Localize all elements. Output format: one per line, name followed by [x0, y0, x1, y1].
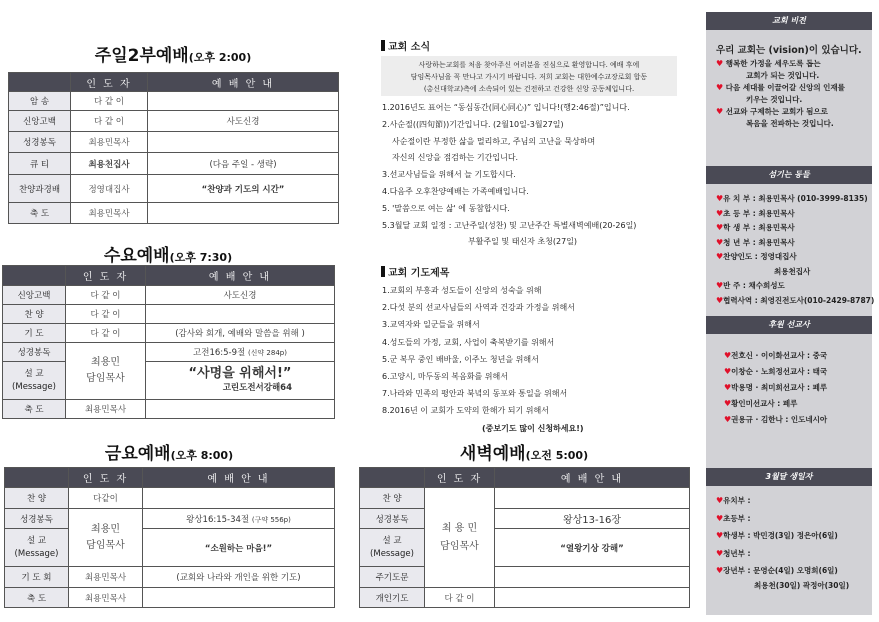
- sunday-row-label: 성경봉독: [9, 132, 71, 153]
- heart-icon: ♥: [724, 383, 732, 392]
- friday-preacher-role: 담임목사: [86, 539, 125, 551]
- sunday-row-leader: 최용민목사: [71, 203, 148, 224]
- mission-item: [724, 364, 827, 380]
- heading-bar-icon: [381, 266, 385, 277]
- welcome-line: (총신대학교)측에 소속되어 있는 건전하고 건강한 신앙 공동체입니다.: [423, 85, 635, 93]
- birthday-extra: 최용천(30일) 곽정아(30일): [754, 580, 850, 590]
- wednesday-message-label-en: (Message): [12, 381, 56, 392]
- dawn-row-leader: 다 같 이: [425, 588, 495, 608]
- wednesday-row-leader: 다 같 이: [66, 324, 146, 343]
- friday-table: [4, 467, 335, 608]
- prayer-item: 1.교회의 부흥과 성도들이 신앙의 성숙을 위해: [382, 286, 542, 295]
- wednesday-row-info: [146, 400, 335, 419]
- wednesday-row-info: 사도신경: [146, 286, 335, 305]
- prayer-heading-text: 교회 기도제목: [388, 268, 450, 279]
- mission-item: [724, 412, 827, 428]
- mission-item: [724, 348, 827, 364]
- wednesday-message-label: [3, 362, 66, 400]
- birthday-item: [716, 545, 849, 563]
- news-item: 5.3월달 교회 일정 : 고난주일(성찬) 및 고난주간 특별새벽예배(20-26일): [382, 220, 637, 230]
- sunday-title: [8, 41, 338, 66]
- heart-icon: ♥: [716, 295, 724, 305]
- birthday-band: 3월달 생일자: [706, 468, 872, 486]
- dawn-row-label: 찬 양: [360, 488, 425, 509]
- wednesday-sermon-series: 고린도전서강해64: [222, 382, 292, 393]
- staff-item: [716, 221, 874, 236]
- birthday-text: 청년부 :: [723, 548, 751, 558]
- sunday-row-leader: 다 같 이: [71, 111, 148, 132]
- staff-item: [716, 207, 874, 222]
- heart-icon: ♥: [724, 415, 732, 424]
- friday-row-info: [143, 588, 335, 608]
- vision-title: 우리 교회는 (vision)이 있습니다.: [716, 45, 862, 56]
- news-item: 1.2016년도 표어는 “동심동간(同心同心)” 입니다!(행2:46절)”입니다.: [382, 103, 630, 112]
- sunday-row-label: 신앙고백: [9, 111, 71, 132]
- friday-scripture-ref: 왕상16:15-34절: [186, 514, 250, 525]
- sunday-row-info: 사도신경: [148, 111, 339, 132]
- wednesday-preacher-name: 최용민: [91, 357, 120, 368]
- birthday-text: 학생부 : 박민경(3일) 정은아(6일): [723, 531, 838, 540]
- staff-text: 학 생 부 : 최용민목사: [723, 223, 795, 232]
- wednesday-corner: [3, 266, 66, 286]
- vision-text: 행복한 가정을 세우도록 돕는: [725, 59, 821, 68]
- news-heading-text: 교회 소식: [388, 42, 431, 53]
- sunday-corner: [9, 73, 71, 92]
- sidebar: [706, 12, 875, 615]
- sunday-row-leader: 다 같 이: [71, 92, 148, 111]
- friday-row-label: 찬 양: [5, 488, 69, 509]
- friday-preacher: [69, 509, 143, 567]
- sunday-head-leader: 인 도 자: [71, 73, 148, 92]
- staff-list: [716, 192, 874, 308]
- birthday-text: 초등부 :: [723, 513, 751, 523]
- dawn-row-label: 주기도문: [360, 567, 425, 588]
- wednesday-head-info: 예 배 안 내: [146, 266, 335, 286]
- friday-row-info: [143, 488, 335, 509]
- staff-item: [716, 250, 874, 265]
- wednesday-title: [2, 241, 334, 266]
- vision-band: 교회 비전: [706, 12, 872, 30]
- dawn-head-info: 예 배 안 내: [495, 468, 690, 488]
- staff-extra: 최용천집사: [774, 266, 811, 276]
- wednesday-message: [146, 362, 335, 400]
- mission-text: 이창순 · 노희정선교사 : 태국: [731, 367, 828, 376]
- sunday-row-leader: 정영대집사: [71, 175, 148, 203]
- dawn-row-label: 개인기도: [360, 588, 425, 608]
- friday-corner: [5, 468, 69, 488]
- friday-head-leader: 인 도 자: [69, 468, 143, 488]
- wednesday-sermon-title: “사명을 위해서!”: [188, 365, 292, 381]
- news-item: 자신의 신앙을 점검하는 기간입니다.: [392, 153, 519, 163]
- wednesday-row-info: [146, 305, 335, 324]
- wednesday-row-leader: 다 같 이: [66, 305, 146, 324]
- wednesday-scripture-page: (신약 284p): [247, 349, 287, 357]
- mission-item: [724, 396, 827, 412]
- dawn-row-info: [495, 488, 690, 509]
- friday-message-label-ko: 설 교: [26, 535, 47, 546]
- mission-list: [724, 348, 827, 428]
- vision-item: [716, 82, 862, 94]
- wednesday-row-label: 신앙고백: [3, 286, 66, 305]
- friday-message-label: [5, 529, 69, 567]
- wednesday-row-leader: 다 같 이: [66, 286, 146, 305]
- wednesday-preacher-role: 담임목사: [86, 373, 125, 384]
- news-heading: [381, 38, 430, 53]
- prayer-item: 5.군 복무 중인 배바울, 이주노 청년을 위해서: [382, 354, 539, 364]
- sunday-title-text: 주일2부예배: [94, 46, 189, 66]
- dawn-table: [359, 467, 690, 608]
- friday-preacher-name: 최용민: [91, 523, 120, 535]
- prayer-item: 8.2016년 이 교회가 도약의 한해가 되기 위해서: [382, 406, 549, 416]
- wednesday-scripture-ref: 고전16:5-9절: [193, 348, 246, 358]
- vision-text: 선교와 구제하는 교회가 됨으로: [725, 107, 828, 116]
- wednesday-row-leader: 최용민목사: [66, 400, 146, 419]
- wednesday-row-info: (감사와 회개, 예배와 말씀을 위해 ): [146, 324, 335, 343]
- sunday-row-info: [148, 203, 339, 224]
- friday-time: (오후 8:00): [170, 449, 234, 462]
- birthday-text: 장년부 : 문영순(4일) 오명희(6일): [723, 566, 838, 575]
- prayer-item: 7.나라와 민족의 평안과 북녘의 동포와 통일을 위해서: [382, 389, 568, 399]
- friday-row-info: (교회와 나라와 개인을 위한 기도): [143, 567, 335, 588]
- staff-text: 반 주 : 채수희성도: [723, 281, 785, 290]
- dawn-preacher: [425, 488, 495, 588]
- prayer-item: 2.다섯 분의 선교사님들의 사역과 건강과 가정을 위해서: [382, 303, 575, 313]
- prayer-item: 3.교역자와 일군들을 위해서: [382, 320, 480, 330]
- sunday-head-info: 예 배 안 내: [148, 73, 339, 92]
- heart-icon: ♥: [724, 399, 732, 408]
- heart-icon: ♥: [716, 208, 724, 218]
- friday-scripture-page: (구약 556p): [251, 515, 291, 524]
- staff-text: 초 등 부 : 최용민목사: [723, 208, 795, 218]
- vision-block: [716, 44, 862, 130]
- sunday-row-label: 큐 티: [9, 153, 71, 175]
- dawn-title: [359, 439, 689, 464]
- dawn-time: (오전 5:00): [525, 449, 589, 462]
- sunday-row-info: (다음 주일 - 생략): [148, 153, 339, 175]
- friday-head-info: 예 배 안 내: [143, 468, 335, 488]
- heart-icon: ♥: [724, 351, 732, 360]
- sunday-row-label: 축 도: [9, 203, 71, 224]
- prayer-item: 6.고양시, 마두동의 복음화를 위해서: [382, 372, 508, 382]
- heart-icon: ♥: [716, 513, 724, 523]
- dawn-row-label: 성경봉독: [360, 509, 425, 529]
- wednesday-row-label: 축 도: [3, 400, 66, 419]
- news-item: 2.사순절((四旬節))기간입니다. (2월10일-3월27일): [382, 119, 564, 129]
- wednesday-scripture: [146, 343, 335, 362]
- heading-bar-icon: [381, 40, 385, 51]
- prayer-list: [382, 282, 584, 437]
- wednesday-row-label: 찬 양: [3, 305, 66, 324]
- dawn-corner: [360, 468, 425, 488]
- heart-icon: ♥: [716, 566, 724, 575]
- prayer-heading: [381, 264, 449, 279]
- vision-item: [716, 58, 862, 70]
- friday-title-text: 금요예배: [104, 444, 171, 464]
- mission-text: 박용명 · 최미희선교사 : 페루: [731, 383, 828, 392]
- mission-text: 권용규 · 김한나 : 인도네시아: [731, 415, 828, 424]
- dawn-sermon-title: “열왕기상 강해”: [495, 529, 690, 567]
- news-item: 부활주일 및 태신자 초청(27일): [468, 237, 578, 247]
- birthday-list: [716, 492, 849, 592]
- dawn-title-text: 새벽예배: [459, 444, 526, 464]
- friday-row-leader: 다같이: [69, 488, 143, 509]
- sunday-row-info: “찬양과 기도의 시간”: [148, 175, 339, 203]
- birthday-item: [716, 562, 849, 580]
- staff-item: [716, 236, 874, 251]
- wednesday-head-leader: 인 도 자: [66, 266, 146, 286]
- welcome-box: [381, 56, 677, 96]
- welcome-line: 사랑하는교회를 처음 찾아주신 여러분을 진심으로 환영합니다. 예배 후에: [418, 61, 640, 69]
- friday-title: [4, 439, 334, 464]
- friday-row-leader: 최용민목사: [69, 588, 143, 608]
- sunday-row-info: [148, 92, 339, 111]
- heart-icon: ♥: [716, 194, 724, 203]
- heart-icon: ♥: [716, 223, 724, 232]
- sunday-row-leader: 최용천집사: [71, 153, 148, 175]
- staff-item: [716, 294, 874, 309]
- news-item: 5. '말씀으로 여는 삶' 에 동참합시다.: [382, 203, 510, 213]
- news-item: 4.다음주 오후찬양예배는 가족예배입니다.: [382, 186, 529, 196]
- friday-scripture: [143, 509, 335, 529]
- wednesday-preacher: [66, 343, 146, 400]
- dawn-message-label: [360, 529, 425, 567]
- dawn-scripture: 왕상13-16장: [495, 509, 690, 529]
- heart-icon: ♥: [716, 252, 724, 261]
- staff-text: 찬양인도 : 정영대집사: [723, 252, 797, 261]
- staff-text: 유 치 부 : 최용민목사 (010-3999-8135): [723, 194, 868, 203]
- birthday-item: [716, 527, 849, 545]
- birthday-item: [716, 510, 849, 528]
- heart-icon: ♥: [716, 496, 724, 505]
- heart-icon: ♥: [716, 83, 724, 92]
- birthday-text: 유치부 :: [723, 496, 751, 505]
- friday-row-leader: 최용민목사: [69, 567, 143, 588]
- sunday-row-label: 찬양과경배: [9, 175, 71, 203]
- heart-icon: ♥: [716, 548, 724, 558]
- friday-row-label: 기 도 회: [5, 567, 69, 588]
- heart-icon: ♥: [716, 281, 724, 290]
- heart-icon: ♥: [716, 237, 724, 247]
- mission-item: [724, 380, 827, 396]
- sunday-time: (오후 2:00): [188, 51, 252, 64]
- staff-item: [716, 279, 874, 294]
- staff-text: 협력사역 : 최영진전도사(010-2429-8787): [723, 295, 875, 305]
- staff-band: 섬기는 동들: [706, 166, 872, 184]
- welcome-line: 담임목사님을 꼭 만나고 가시기 바랍니다. 저희 교회는 대한예수교장로회 합동: [410, 73, 648, 81]
- wednesday-row-label: 기 도: [3, 324, 66, 343]
- prayer-item: 4.성도들의 가정, 교회, 사업이 축복받기를 위해서: [382, 337, 555, 347]
- dawn-row-info: [495, 588, 690, 608]
- dawn-message-label-en: (Message): [370, 548, 414, 559]
- staff-item: [716, 192, 874, 207]
- prayer-footer: (중보기도 많이 신청하세요!): [482, 423, 584, 433]
- news-list: [382, 100, 636, 251]
- dawn-head-leader: 인 도 자: [425, 468, 495, 488]
- friday-sermon-title: “소원하는 마음!”: [143, 529, 335, 567]
- dawn-preacher-name: 최 용 민: [441, 522, 478, 534]
- friday-row-label: 축 도: [5, 588, 69, 608]
- wednesday-title-text: 수요예배: [103, 246, 170, 266]
- dawn-row-info: [495, 567, 690, 588]
- vision-text: 키우는 것입니다.: [746, 95, 803, 104]
- vision-item: [716, 106, 862, 118]
- heart-icon: ♥: [716, 59, 724, 68]
- mission-text: 전호신 · 이이화선교사 : 중국: [731, 351, 828, 360]
- wednesday-time: (오후 7:30): [169, 251, 233, 264]
- wednesday-row-label: 성경봉독: [3, 343, 66, 362]
- news-item: 사순절이란 부정한 삶을 멀리하고, 주님의 고난을 묵상하며: [392, 136, 596, 146]
- news-item: 3.선교사님들을 위해서 늘 기도합시다.: [382, 170, 516, 180]
- heart-icon: ♥: [716, 531, 724, 540]
- vision-text: 복음을 전파하는 것입니다.: [746, 119, 834, 128]
- mission-band: 후원 선교사: [706, 316, 872, 334]
- dawn-message-label-ko: 설 교: [382, 535, 402, 546]
- heart-icon: ♥: [724, 367, 732, 376]
- friday-row-label: 성경봉독: [5, 509, 69, 529]
- sunday-table: [8, 72, 339, 224]
- dawn-preacher-role: 담임목사: [440, 540, 479, 552]
- friday-message-label-en: (Message): [14, 548, 59, 559]
- birthday-item: [716, 492, 849, 510]
- sunday-row-label: 암 송: [9, 92, 71, 111]
- wednesday-message-label-ko: 설 교: [24, 368, 44, 379]
- vision-text: 교회가 되는 것입니다.: [746, 71, 820, 80]
- staff-text: 청 년 부 : 최용민목사: [723, 237, 795, 247]
- sunday-row-leader: 최용민목사: [71, 132, 148, 153]
- wednesday-table: [2, 265, 335, 419]
- vision-text: 다음 세대를 이끌어갈 신앙의 인재를: [725, 83, 845, 92]
- heart-icon: ♥: [716, 107, 724, 116]
- mission-text: 황인미선교사 : 페루: [731, 399, 798, 408]
- sunday-row-info: [148, 132, 339, 153]
